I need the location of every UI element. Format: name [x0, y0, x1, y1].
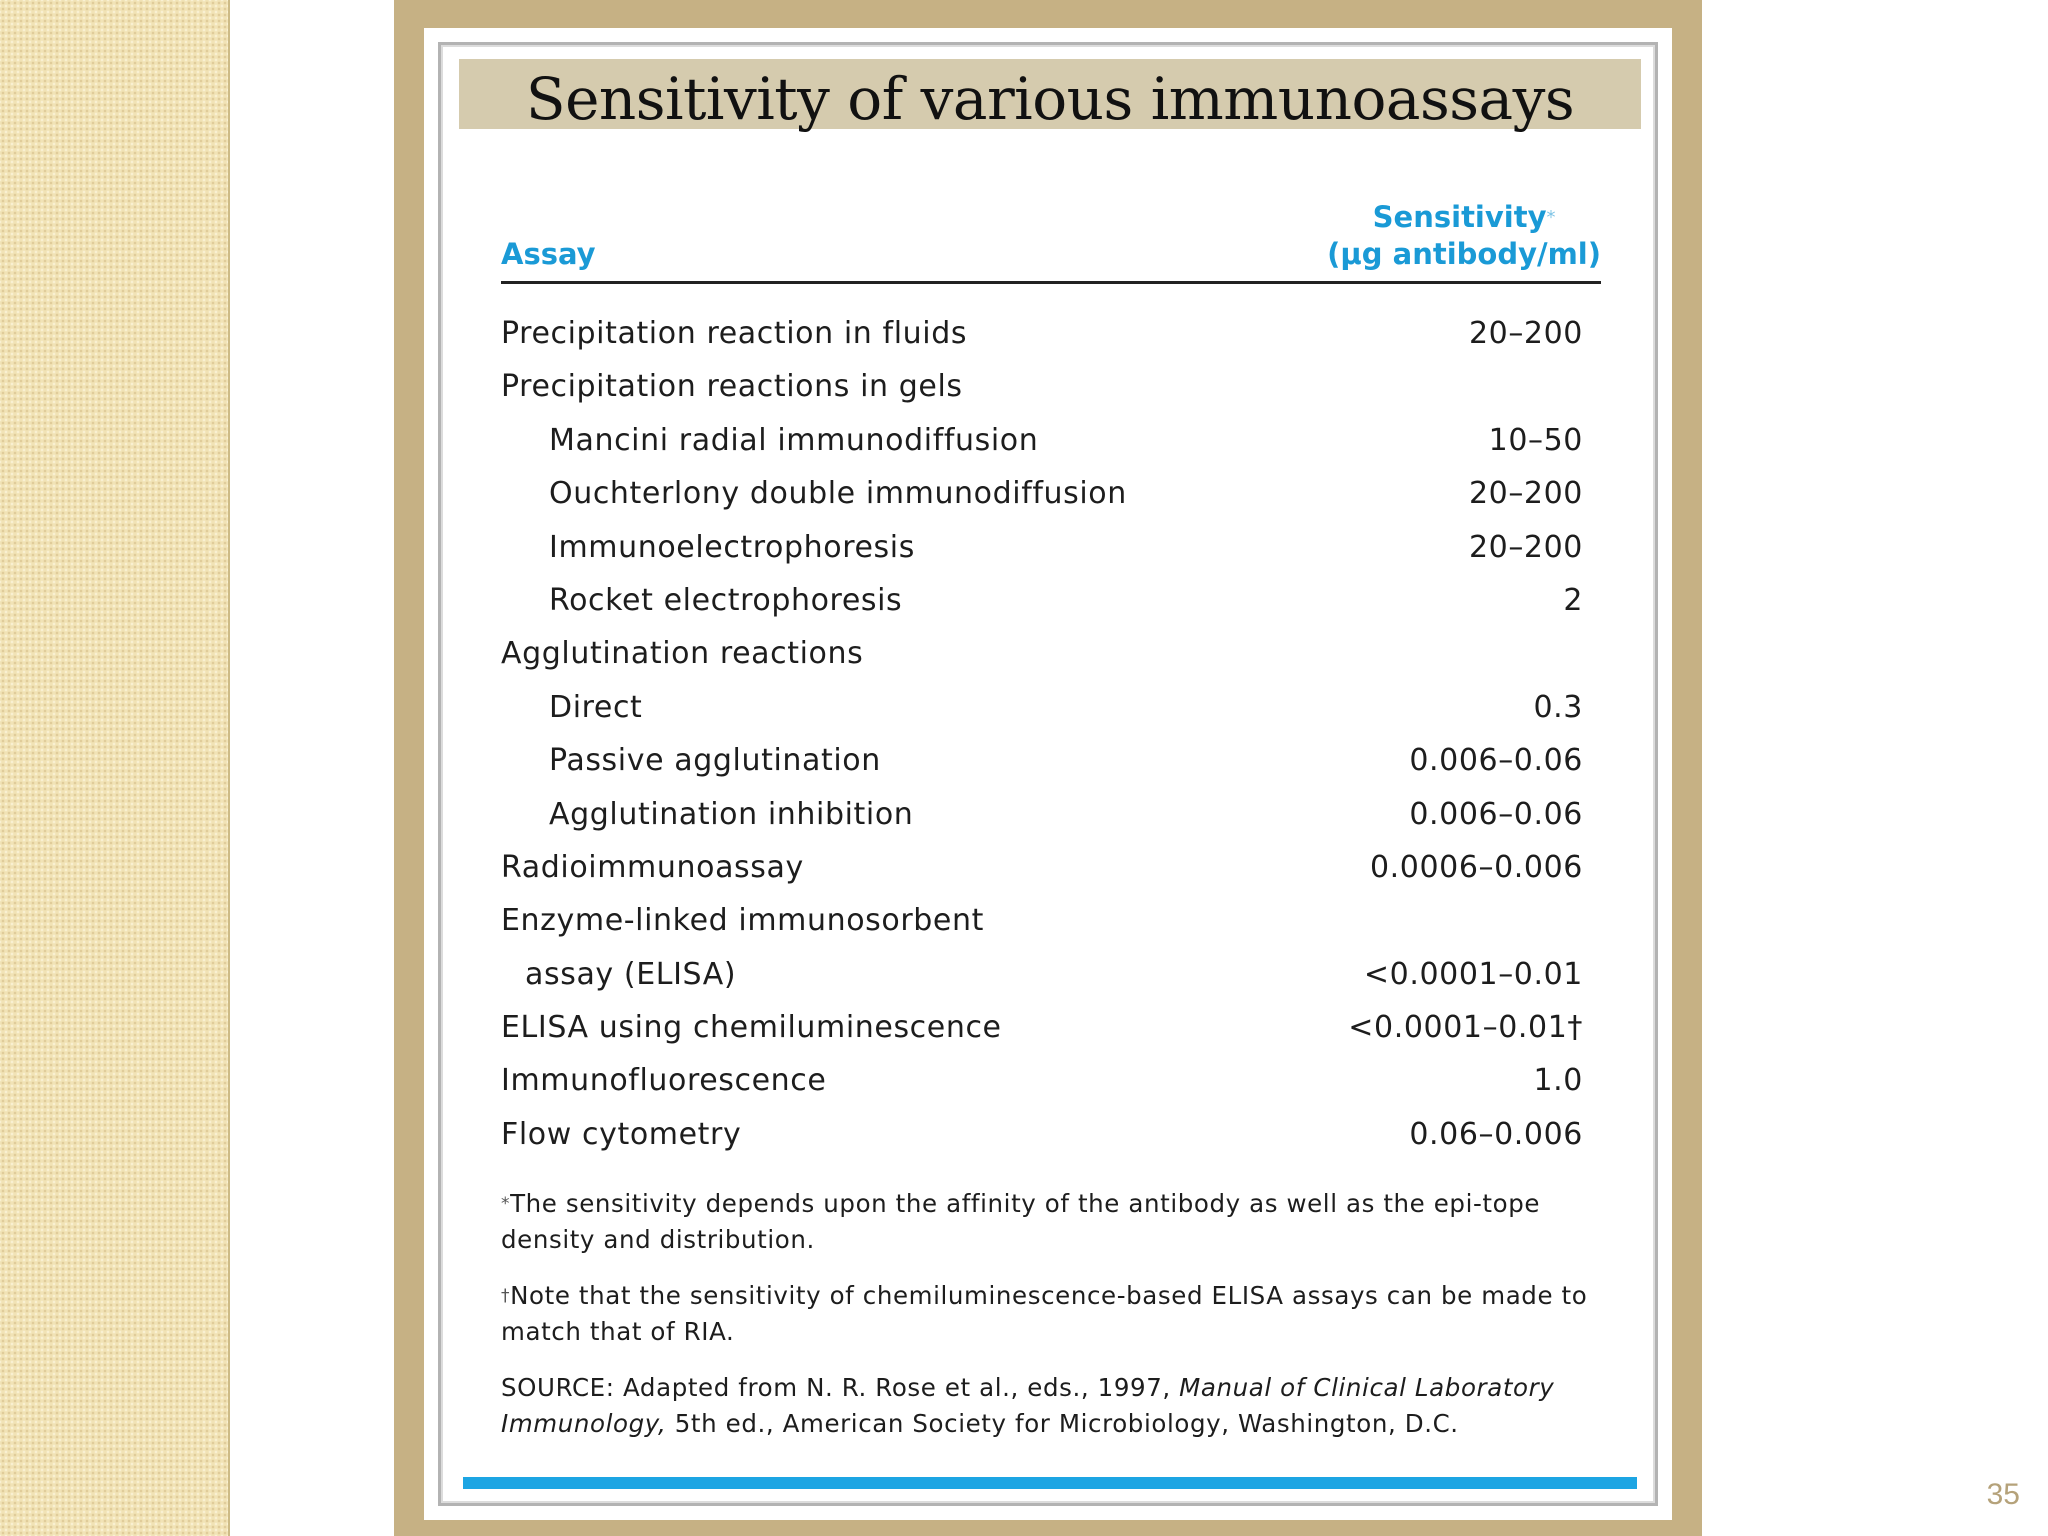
sensitivity-value: 0.006–0.06	[1409, 743, 1583, 779]
sensitivity-value: 0.006–0.06	[1409, 796, 1583, 832]
table-row	[501, 1057, 1601, 1110]
table-row	[501, 417, 1601, 470]
assay-name: Passive agglutination	[549, 743, 881, 779]
slide-frame-mat	[424, 28, 1672, 1520]
column-header-assay: Assay	[501, 237, 596, 271]
table-row	[501, 897, 1601, 950]
assay-group-name: Precipitation reactions in gels	[501, 369, 963, 405]
sensitivity-value: 0.06–0.006	[1409, 1116, 1583, 1152]
assay-name: Mancini radial immunodiffusion	[549, 422, 1039, 458]
sensitivity-value: <0.0001–0.01†	[1348, 1010, 1583, 1046]
slide-title: Sensitivity of various immunoassays	[525, 65, 1575, 133]
table-image-frame	[438, 42, 1658, 1506]
source-book-title: Manual of Clinical Laboratory Immunology,	[501, 1373, 1555, 1439]
decorative-side-strip	[0, 0, 230, 1536]
sensitivity-value: 0.0006–0.006	[1369, 849, 1583, 885]
assay-name: Ouchterlony double immunodiffusion	[549, 476, 1127, 512]
assay-name: Radioimmunoassay	[501, 849, 804, 885]
assay-name: Direct	[549, 689, 643, 725]
source-prefix: SOURCE: Adapted from N. R. Rose et al., eds., 1997,	[501, 1373, 1180, 1403]
sensitivity-table	[501, 199, 1601, 1442]
title-band	[459, 59, 1641, 133]
table-row	[501, 791, 1601, 844]
sensitivity-value: 20–200	[1468, 529, 1583, 565]
sensitivity-value: 0.3	[1533, 689, 1583, 725]
sensitivity-value: <0.0001–0.01	[1363, 956, 1583, 992]
table-row	[501, 524, 1601, 577]
assay-name: Flow cytometry	[501, 1116, 742, 1152]
table-row	[501, 951, 1601, 1004]
assay-name: Rocket electrophoresis	[549, 582, 903, 618]
table-header	[501, 199, 1601, 284]
page-number: 35	[1986, 1478, 2020, 1511]
assay-name-continued: assay (ELISA)	[525, 956, 737, 992]
table-row	[501, 310, 1601, 363]
table-row	[501, 737, 1601, 790]
footnote-marker-asterisk: *	[1546, 207, 1556, 228]
footnote-marker-dagger: †	[501, 1286, 511, 1307]
sensitivity-value: 10–50	[1488, 422, 1583, 458]
assay-name: ELISA using chemiluminescence	[501, 1010, 1002, 1046]
sensitivity-header-line1: Sensitivity	[1372, 200, 1547, 234]
assay-name: Agglutination inhibition	[549, 796, 914, 832]
table-row	[501, 1004, 1601, 1057]
column-header-sensitivity	[1327, 199, 1601, 273]
footnote-text: The sensitivity depends upon the affinity of the antibody as well as the epi-tope density and distribution.	[501, 1189, 1541, 1255]
assay-group-name: Agglutination reactions	[501, 636, 864, 672]
table-body	[501, 310, 1601, 1164]
footnote-chemiluminescence	[501, 1278, 1601, 1350]
footnote-text: Note that the sensitivity of chemiluminescence-based ELISA assays can be made to match that of RIA.	[501, 1281, 1588, 1347]
table-row	[501, 684, 1601, 737]
footnote-affinity	[501, 1186, 1601, 1258]
table-row	[501, 470, 1601, 523]
source-citation	[501, 1370, 1601, 1442]
table-row	[501, 1111, 1601, 1164]
assay-name: Immunofluorescence	[501, 1063, 827, 1099]
table-row	[501, 630, 1601, 683]
assay-name: Precipitation reaction in fluids	[501, 316, 968, 351]
table-row	[501, 577, 1601, 630]
sensitivity-value: 1.0	[1533, 1063, 1583, 1099]
sensitivity-value: 20–200	[1468, 316, 1583, 351]
assay-name: Enzyme-linked immunosorbent	[501, 903, 984, 939]
sensitivity-value: 20–200	[1468, 476, 1583, 512]
table-row	[501, 844, 1601, 897]
sensitivity-header-unit: (μg antibody/ml)	[1327, 237, 1601, 271]
bottom-accent-bar	[463, 1477, 1637, 1489]
sensitivity-value: 2	[1563, 582, 1583, 618]
slide-frame	[394, 0, 1702, 1536]
source-suffix: 5th ed., American Society for Microbiology, Washington, D.C.	[666, 1409, 1459, 1439]
table-row	[501, 363, 1601, 416]
assay-name: Immunoelectrophoresis	[549, 529, 915, 565]
footnote-marker-asterisk: *	[501, 1194, 511, 1215]
